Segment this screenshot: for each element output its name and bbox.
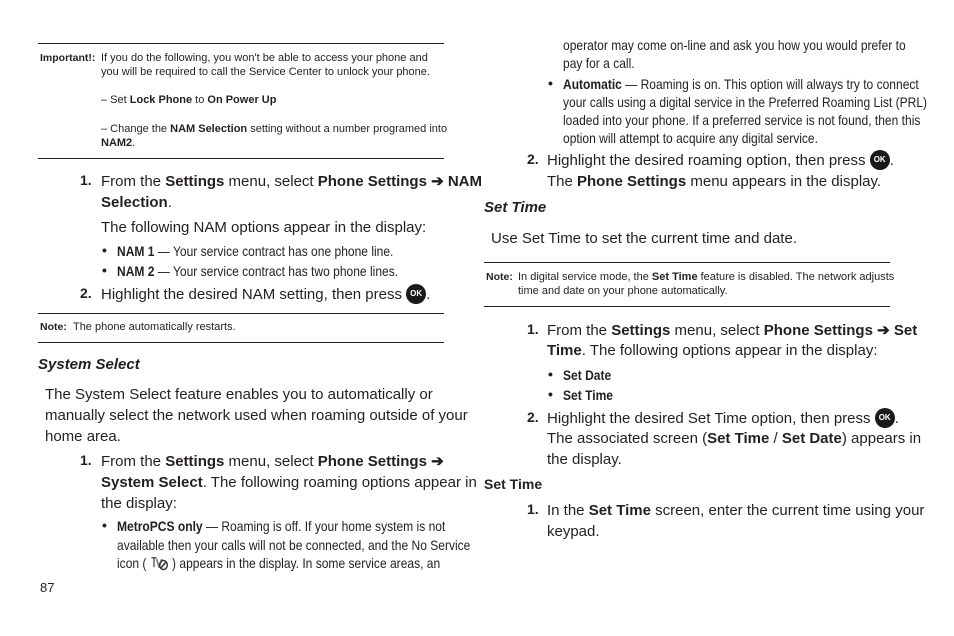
step-number: 1.	[527, 501, 539, 517]
metropcs-option-line-2: available then your calls will not be connected, and the No Service	[117, 537, 471, 553]
set-time-option: Set Time	[563, 387, 613, 403]
step-number: 1.	[80, 452, 92, 468]
important-line-1: If you do the following, you won't be able to access your phone and	[101, 52, 428, 64]
nam-options-intro: The following NAM options appear in the display:	[101, 219, 427, 236]
nam-1-option: NAM 1 — Your service contract has one phone line.	[117, 243, 394, 259]
important-top-rule	[38, 43, 444, 44]
ss-step-1-line-2: System Select. The following roaming options appear in	[101, 474, 477, 491]
note-bottom-rule	[38, 342, 444, 343]
important-item-nam: – Change the NAM Selection setting without a number programed into	[101, 123, 448, 135]
roaming-step-2-line-2: The Phone Settings menu appears in the display.	[547, 173, 882, 190]
important-line-2: you will be required to call the Service Center to unlock your phone.	[101, 66, 430, 78]
note-top-rule	[484, 262, 890, 263]
bullet: •	[548, 366, 553, 382]
system-select-body-3: home area.	[45, 428, 121, 445]
metropcs-option-line-1: MetroPCS only — Roaming is off. If your home system is not	[117, 518, 446, 534]
important-label: Important!:	[40, 52, 96, 64]
important-item-nam-line2: NAM2.	[101, 137, 136, 149]
nam-step-1-line-2: Selection.	[101, 194, 172, 211]
set-time-heading: Set Time	[484, 199, 547, 216]
step-number: 1.	[80, 172, 92, 188]
ok-key-icon: OK	[875, 408, 895, 428]
important-item-lock: – Set Lock Phone to On Power Up	[101, 94, 277, 106]
set-time-step-1-line-2: Time. The following options appear in the display:	[547, 342, 878, 359]
bullet: •	[102, 517, 107, 533]
metropcs-option-line-3: icon ( ) appears in the display. In some service areas, an	[117, 555, 441, 571]
automatic-option-line-2: your calls using a digital service in the Preferred Roaming List (PRL)	[563, 94, 928, 110]
set-time-step-2-line-3: the display.	[547, 451, 622, 468]
page-number: 87	[40, 580, 55, 595]
step-number: 1.	[527, 321, 539, 337]
system-select-body-2: manually select the network used when roaming outside of your	[45, 407, 468, 424]
note-top-rule	[38, 313, 444, 314]
note-digital-text-1: In digital service mode, the Set Time feature is disabled. The network adjusts	[518, 271, 895, 283]
set-time-step-2-line-2: The associated screen (Set Time / Set Date) appears in	[547, 430, 922, 447]
automatic-option-line-3: loaded into your phone. If a preferred service is not found, then this	[563, 112, 921, 128]
set-date-option: Set Date	[563, 367, 612, 383]
bullet: •	[102, 262, 107, 278]
ss-step-1-line-1: From the Settings menu, select Phone Settings ➔	[101, 453, 444, 470]
set-time-body: Use Set Time to set the current time and date.	[491, 230, 797, 247]
bullet: •	[548, 386, 553, 402]
step-number: 2.	[527, 409, 539, 425]
system-select-body-1: The System Select feature enables you to automatically or	[45, 386, 433, 403]
set-time-step-2-line-1: Highlight the desired Set Time option, then press OK .	[547, 410, 899, 427]
set-time-step-1-line-1: From the Settings menu, select Phone Settings ➔ Set	[547, 322, 918, 339]
step-number: 2.	[80, 285, 92, 301]
note-restart: Note: The phone automatically restarts.	[40, 321, 236, 333]
nam-step-1-line-1: From the Settings menu, select Phone Settings ➔ NAM	[101, 173, 483, 190]
note-digital-text-2: time and date on your phone automatically.	[518, 285, 728, 297]
automatic-option-line-1: Automatic — Roaming is on. This option will always try to connect	[563, 76, 919, 92]
final-step-line-1: In the Set Time screen, enter the current time using your	[547, 502, 925, 519]
roaming-step-2-line-1: Highlight the desired roaming option, then press OK .	[547, 152, 894, 169]
ss-step-1-line-3: the display:	[101, 495, 177, 512]
nam-step-2: Highlight the desired NAM setting, then press OK .	[101, 286, 431, 303]
final-step-line-2: keypad.	[547, 523, 600, 540]
ok-key-icon: OK	[870, 150, 890, 170]
metropcs-continued-line-1: operator may come on-line and ask you how you would prefer to	[563, 37, 906, 53]
ok-key-icon: OK	[406, 284, 426, 304]
nam-2-option: NAM 2 — Your service contract has two phone lines.	[117, 263, 399, 279]
set-time-subheading: Set Time	[484, 476, 543, 492]
note-bottom-rule	[484, 306, 890, 307]
bullet: •	[548, 75, 553, 91]
automatic-option-line-4: option will attempt to acquire any digital service.	[563, 130, 818, 146]
no-service-icon	[150, 555, 169, 571]
bullet: •	[102, 242, 107, 258]
step-number: 2.	[527, 151, 539, 167]
metropcs-continued-line-2: pay for a call.	[563, 55, 635, 71]
important-bottom-rule	[38, 158, 444, 159]
system-select-heading: System Select	[38, 356, 140, 373]
note-digital-line-1: Note:	[486, 271, 513, 283]
